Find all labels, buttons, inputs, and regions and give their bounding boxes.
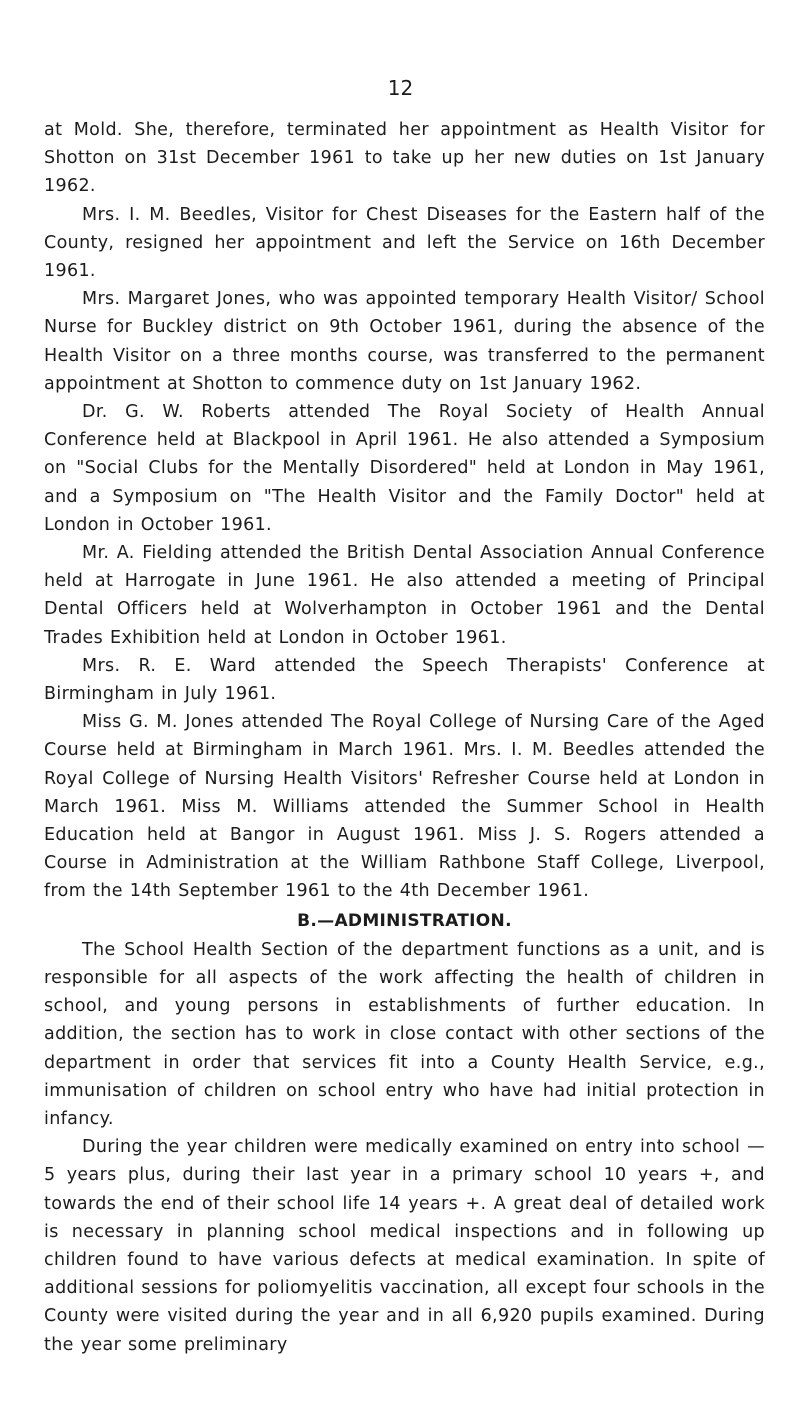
paragraph-continuation: at Mold. She, therefore, terminated her appointment as Health Visitor for Shotton on 31st December 1961 to take up her new duties on 1st January 1962. [44,120,765,197]
paragraph-courses-attended: Miss G. M. Jones attended The Royal College of Nursing Care of the Aged Course held at Birmingham in March 1961. Mrs. I. M. Beedles attended the Royal College of Nursing Health Visitors' Refresher Course held at London in March 1961. Miss M. Williams attended the Summer School in Health Education held at Bangor in August 1961. Miss J. S. Rogers attended a Course in Administration at the William Rathbone Staff College, Liverpool, from the 14th September 1961 to the 4th December 1961. [44,712,765,902]
body-text [44,116,765,1359]
section-heading-administration: B.—ADMINISTRATION. [297,910,512,931]
paragraph-medical-examinations: During the year children were medically examined on entry into school — 5 years plus, during their last year in a primary school 10 years +, and towards the end of their school life 14 years +. A great deal of detailed work is necessary in planning school medical inspections and in following up children found to have various defects at medical examination. In spite of additional sessions for poliomyelitis vaccination, all except four schools in the County were visited during the year and in all 6,920 pupils examined. During the year some preliminary [44,1137,765,1355]
paragraph-fielding-conferences: Mr. A. Fielding attended the British Dental Association Annual Conference held at Harrogate in June 1961. He also attended a meeting of Principal Dental Officers held at Wolverhampton in October 1961 and the Dental Trades Exhibition held at London in October 1961. [44,543,765,648]
paragraph-ward-conference: Mrs. R. E. Ward attended the Speech Therapists' Conference at Birmingham in July 1961. [44,655,765,705]
paragraph-roberts-conferences: Dr. G. W. Roberts attended The Royal Society of Health Annual Conference held at Blackpool in April 1961. He also attended a Symposium on "Social Clubs for the Mentally Disordered" held at London in May 1961, and a Symposium on "The Health Visitor and the Family Doctor" held at London in October 1961. [44,402,765,535]
paragraph-beedles-resignation: Mrs. I. M. Beedles, Visitor for Chest Diseases for the Eastern half of the County, resigned her appointment and left the Service on 16th December 1961. [44,204,765,282]
paragraph-margaret-jones: Mrs. Margaret Jones, who was appointed temporary Health Visitor/ School Nurse for Buckley district on 9th October 1961, during the absence of the Health Visitor on a three months course, was transferred to the permanent appointment at Shotton to commence duty on 1st January 1962. [44,289,765,394]
page-number: 12 [387,76,414,100]
paragraph-school-health-section: The School Health Section of the department functions as a unit, and is responsible for all aspects of the work affecting the health of children in school, and young persons in establishments of further education. In addition, the section has to work in close contact with other sections of the department in order that services fit into a County Health Service, e.g., immunisation of children on school entry who have had initial protection in infancy. [44,939,765,1129]
